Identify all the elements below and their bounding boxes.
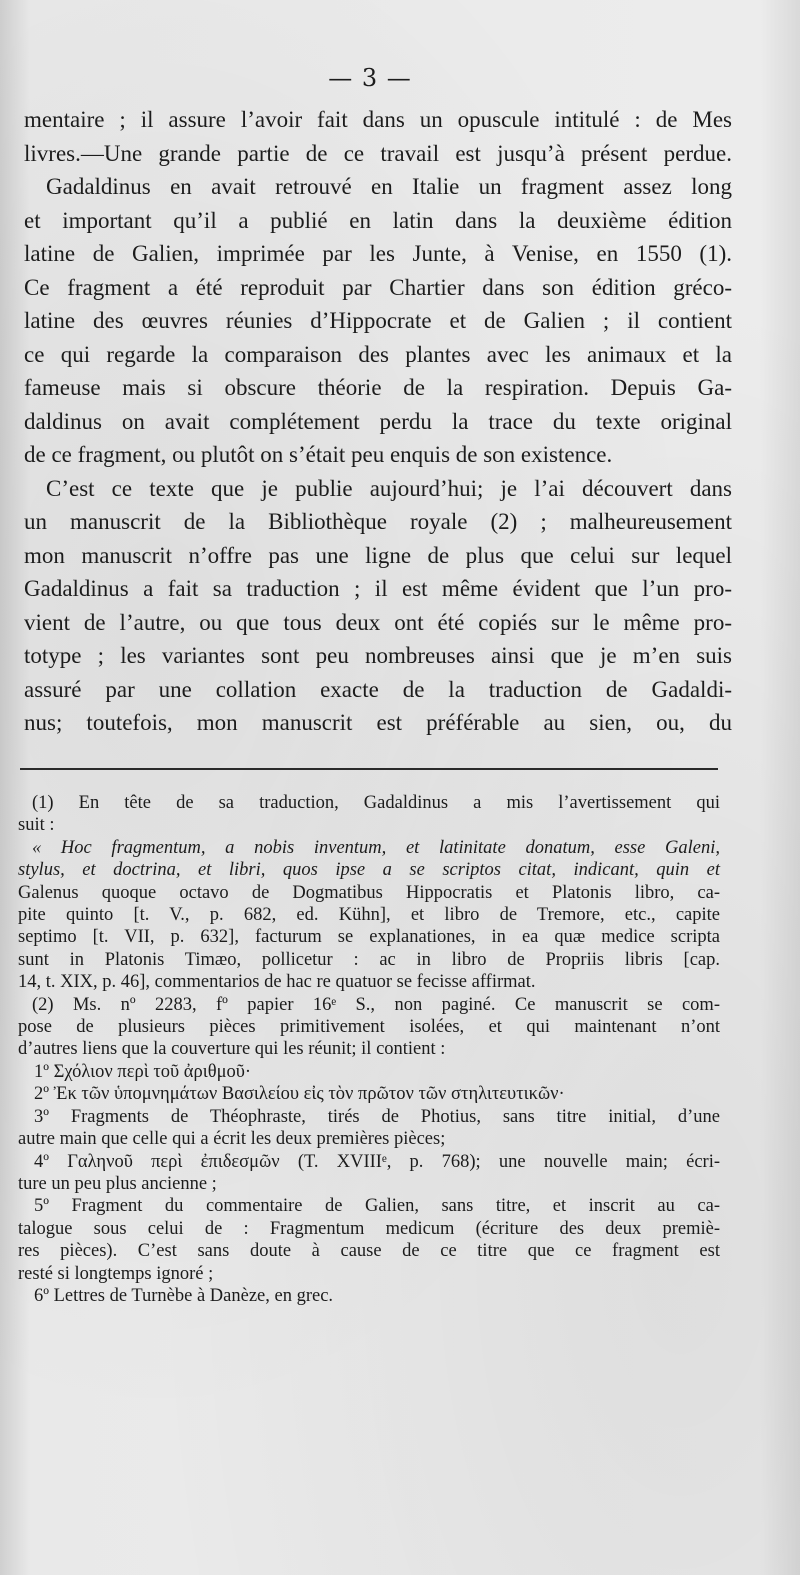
text-line: mon manuscrit n’offre pas une ligne de plus que celui sur lequel	[24, 542, 732, 568]
text-line: vient de l’autre, ou que tous deux ont été copiés sur le même pro-	[24, 609, 732, 635]
text-line: Gadaldinus en avait retrouvé en Italie un fragment assez long	[46, 174, 732, 199]
text-line: assuré par une collation exacte de la traduction de Gadaldi-	[24, 676, 732, 702]
text-line: totype ; les variantes sont peu nombreuses ainsi que je m’en suis	[24, 643, 732, 668]
footnote-line: pose de plusieurs pièces primitivement isolées, et qui maintenant n’ont	[18, 1017, 720, 1038]
main-text	[24, 103, 732, 740]
footnote-line: pite quinto [t. V., p. 682, ed. Kühn], et libro de Tremore, etc., capite	[18, 905, 720, 926]
text-line: Ce fragment a été reproduit par Chartier dans son édition gréco-	[24, 274, 732, 300]
footnote-separator	[20, 768, 718, 770]
footnote-line: 1º Σχόλιον περὶ τοῦ ἀριθμοῦ·	[34, 1061, 252, 1082]
footnote-line: talogue sous celui de : Fragmentum medicum (écriture des deux premiè-	[18, 1218, 720, 1239]
footnote-line: 2º Ἐκ τῶν ὑπομνημάτων Βασιλείου εἰς τὸν πρῶτον τῶν στηλιτευτικῶν·	[34, 1084, 565, 1105]
text-line: mentaire ; il assure l’avoir fait dans un opuscule intitulé : de Mes	[24, 107, 732, 132]
footnote-line: suit :	[18, 815, 55, 836]
text-line: ce qui regarde la comparaison des plantes avec les animaux et la	[24, 341, 732, 367]
text-line: latine des œuvres réunies d’Hippocrate et de Galien ; il contient	[24, 308, 732, 333]
text-line: nus; toutefois, mon manuscrit est préférable au sien, ou, du	[24, 710, 732, 735]
text-line: et important qu’il a publié en latin dans la deuxième édition	[24, 207, 732, 233]
footnote-line: septimo [t. VII, p. 632], facturum se explanationes, in ea quæ medice scripta	[18, 927, 720, 948]
footnote-line: (1) En tête de sa traduction, Gadaldinus a mis l’avertissement qui	[32, 793, 720, 813]
footnote-line: stylus, et doctrina, et libri, quos ipse a se scriptos citat, indicant, quin et	[18, 860, 720, 881]
footnote-line: 3º Fragments de Théophraste, tirés de Photius, sans titre initial, d’une	[34, 1106, 720, 1127]
text-line: C’est ce texte que je publie aujourd’hui; je l’ai découvert dans	[46, 475, 732, 501]
text-line: Gadaldinus a fait sa traduction ; il est même évident que l’un pro-	[24, 576, 732, 601]
footnote-line: 5º Fragment du commentaire de Galien, sans titre, et inscrit au ca-	[34, 1196, 720, 1217]
footnote-line: (2) Ms. nº 2283, fº papier 16ᵉ S., non paginé. Ce manuscrit se com-	[32, 994, 720, 1015]
footnote-line: 4º Γαληνοῦ περὶ ἐπιδεσμῶν (T. XVIIIᵉ, p. 768); une nouvelle main; écri-	[34, 1151, 720, 1172]
text-line: latine de Galien, imprimée par les Junte, à Venise, en 1550 (1).	[24, 241, 732, 266]
footnote-line: « Hoc fragmentum, a nobis inventum, et latinitate donatum, esse Galeni,	[32, 837, 720, 858]
footnote-line: resté si longtemps ignoré ;	[18, 1263, 214, 1284]
footnote-line: 6º Lettres de Turnèbe à Danèze, en grec.	[34, 1285, 334, 1306]
footnote-line: ture un peu plus ancienne ;	[18, 1173, 217, 1194]
footnote-line: Galenus quoque octavo de Dogmatibus Hippocratis et Platonis libro, ca-	[18, 882, 720, 903]
text-line: daldinus on avait complétement perdu la trace du texte original	[24, 408, 732, 434]
footnote-line: res pièces). C’est sans doute à cause de ce titre que ce fragment est	[18, 1241, 720, 1262]
text-line: de ce fragment, ou plutôt on s’était peu enquis de son existence.	[24, 442, 613, 467]
page-number: — 3 —	[328, 64, 412, 92]
footnote-line: sunt in Platonis Timæo, pollicetur : ac in libro de Propriis libris [cap.	[18, 949, 720, 970]
footnote-line: 14, t. XIX, p. 46], commentarios de hac re quatuor se fecisse affirmat.	[18, 972, 536, 993]
text-line: fameuse mais si obscure théorie de la respiration. Depuis Ga-	[24, 375, 732, 400]
footnote-line: autre main que celle qui a écrit les deux premières pièces;	[18, 1129, 446, 1150]
text-line: un manuscrit de la Bibliothèque royale (2) ; malheureusement	[24, 509, 732, 534]
text-line: livres.—Une grande partie de ce travail est jusqu’à présent perdue.	[24, 140, 732, 166]
footnotes	[18, 792, 720, 1307]
footnote-line: d’autres liens que la couverture qui les réunit; il contient :	[18, 1039, 446, 1060]
